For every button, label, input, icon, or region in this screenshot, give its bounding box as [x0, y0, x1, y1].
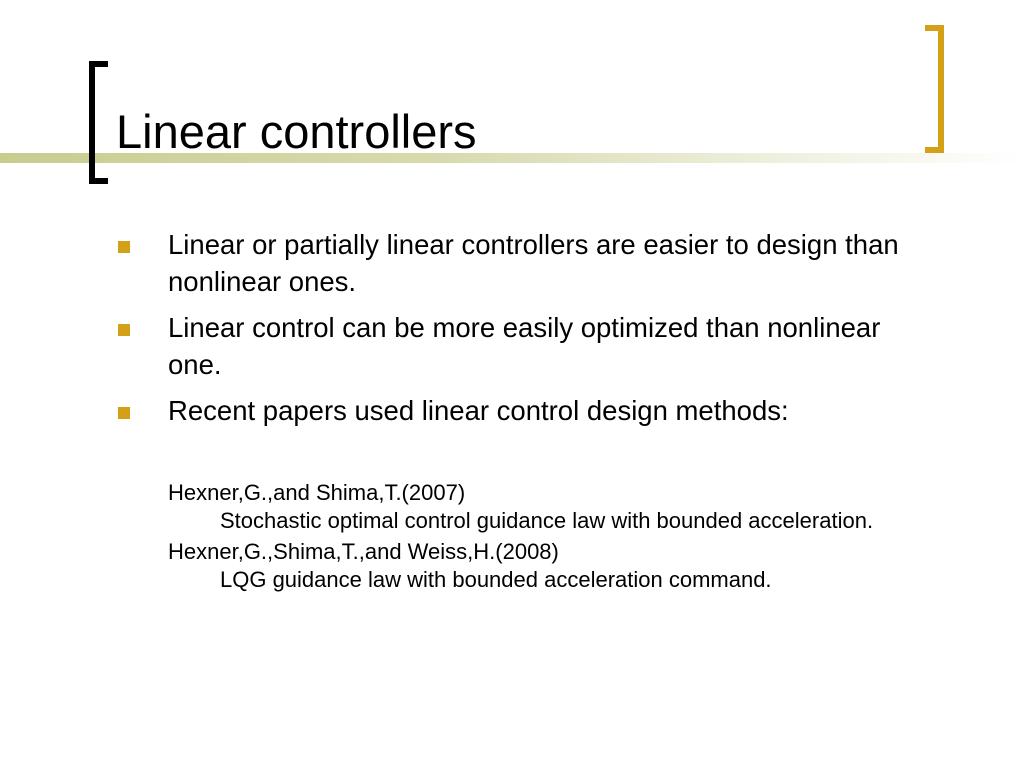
square-bullet-icon	[118, 407, 130, 419]
right-bracket-decoration	[925, 25, 944, 153]
reference-list	[168, 479, 928, 597]
bullet-item	[116, 392, 916, 429]
reference-entry	[168, 538, 928, 593]
bullet-item	[116, 226, 916, 300]
square-bullet-icon	[118, 241, 130, 253]
bullet-text: Linear control can be more easily optimized than nonlinear one.	[168, 312, 881, 380]
bullet-list	[116, 226, 916, 438]
reference-authors: Hexner,G.,Shima,T.,and Weiss,H.(2008)	[168, 539, 559, 564]
bullet-text: Recent papers used linear control design methods:	[168, 395, 789, 426]
square-bullet-icon	[118, 324, 130, 336]
reference-title: LQG guidance law with bounded acceleration command.	[220, 567, 772, 592]
bullet-item	[116, 309, 916, 383]
reference-title: Stochastic optimal control guidance law with bounded acceleration.	[220, 508, 874, 533]
left-bracket-decoration	[89, 61, 108, 184]
slide-title: Linear controllers	[116, 105, 477, 158]
reference-authors: Hexner,G.,and Shima,T.(2007)	[168, 480, 466, 505]
reference-entry	[168, 479, 928, 534]
bullet-text: Linear or partially linear controllers are easier to design than nonlinear ones.	[168, 229, 899, 297]
